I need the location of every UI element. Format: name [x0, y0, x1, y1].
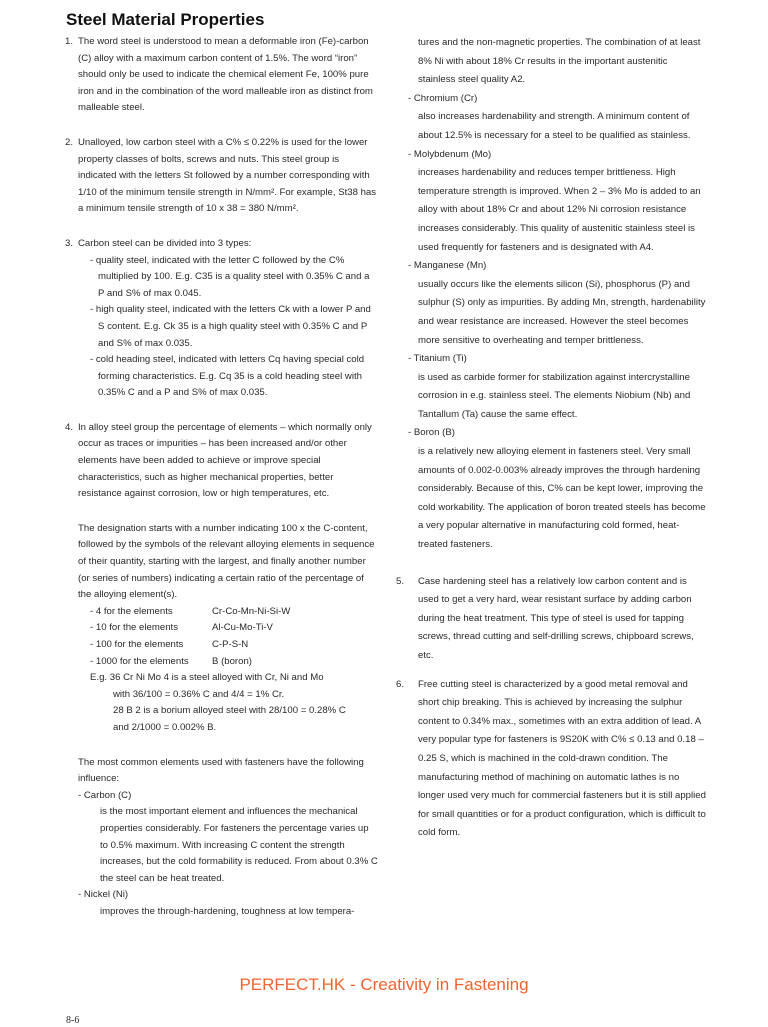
- example-line: and 2/1000 = 0.002% B.: [113, 721, 217, 733]
- element-heading: - Manganese (Mn): [408, 260, 487, 272]
- example-line: with 36/100 = 0.36% C and 4/4 = 1% Cr.: [113, 688, 285, 700]
- element-heading: - Chromium (Cr): [408, 92, 478, 104]
- common-elements-intro: The most common elements used with fasteners have the following influence:: [78, 756, 364, 785]
- element-text: is a relatively new alloying element in fasteners steel. Very small amounts of 0.002-0.003% already improves the through hardening considerably. Because of this, C% can be kept lower, improving the cold workability. The application of boron treated steels has become a very popular alternative in manufacturing cold formed, heat-treated fasteners.: [418, 446, 706, 551]
- item-number: 4.: [65, 421, 74, 433]
- list-item-6: [396, 676, 706, 843]
- designation-text: The designation starts with a number indicating 100 x the C-content, followed by the symbols of the relevant alloying elements in sequence of their quantity, starting with the largest, and finally another number (or series of numbers) indicating a certain ratio of the percentage of the alloying element(s).: [78, 522, 375, 601]
- item-text: Case hardening steel has a relatively low carbon content and is used to get a very hard, wear resistant surface by adding carbon during the heat treatment. This type of steel is used for tapping screws, thread cutting and self-drilling screws, chipboard screws, etc.: [418, 575, 694, 661]
- element-text: is used as carbide former for stabilization against intercrystalline corrosion in e.g. stainless steel. The elements Niobium (Nb) and Tantallum (Ta) cause the same effect.: [418, 371, 691, 420]
- list-item-4: [65, 420, 378, 921]
- element-heading: - Boron (B): [408, 427, 455, 439]
- factor-row: - 10 for the elements Al-Cu-Mo-Ti-V: [90, 622, 273, 634]
- list-item-1: [65, 34, 378, 117]
- element-heading: - Molybdenum (Mo): [408, 148, 492, 160]
- list-item-3: [65, 236, 378, 402]
- element-text: increases hardenability and reduces temper brittleness. High temperature strength is improved. When 2 – 3% Mo is added to an alloy with about 18% Cr and about 12% Ni corrosion resistance increases considerably. This quality of austenitic stainless steel is used frequently for fasteners and is designated with A4.: [418, 167, 701, 253]
- right-column: [396, 34, 706, 843]
- item-number: 1.: [65, 36, 74, 47]
- item-text: In alloy steel group the percentage of elements – which normally only occur as traces or impurities – has been increased and/or other elements have been added to achieve or improve special characteristics, such as higher mechanical properties, better resistance against corrosion, low or high temperatures, etc.: [78, 421, 372, 500]
- page-title: Steel Material Properties: [66, 10, 265, 29]
- item-number: 6.: [396, 678, 405, 690]
- left-column: [65, 34, 378, 921]
- page-number: 8-6: [66, 1015, 80, 1026]
- item-number: 3.: [65, 237, 74, 249]
- item-number: 5.: [396, 575, 405, 587]
- element-text: usually occurs like the elements silicon (Si), phosphorus (P) and sulphur (S) only as impurities. By adding Mn, strength, hardenability and wear resistance are increased. However the steel becomes more sensitive to overheating and temper brittleness.: [418, 278, 706, 346]
- element-text: is the most important element and influences the mechanical properties considerably. For fasteners the percentage varies up to 0.5% maximum. With increasing C content the strength increases, but the cold formability is reduced. From about 0.3% C the steel can be heat treated.: [100, 806, 378, 884]
- element-text: also increases hardenability and strength. A minimum content of about 12.5% is necessary for a steel to be qualified as stainless.: [418, 111, 691, 141]
- element-text: improves the through-hardening, toughness at low tempera-: [100, 905, 355, 917]
- footer-brand[interactable]: PERFECT.HK - Creativity in Fastening: [239, 975, 529, 994]
- list-item-2: [65, 135, 378, 218]
- carbon-steel-type: - high quality steel, indicated with the letters Ck with a lower P and S content. E.g. Ck 35 is a high quality steel with 0.35% C and P and S% of max 0.035.: [90, 304, 371, 349]
- item-number: 2.: [65, 136, 74, 148]
- element-heading: - Titanium (Ti): [408, 353, 467, 365]
- list-item-5: [396, 573, 706, 666]
- example-line: E.g. 36 Cr Ni Mo 4 is a steel alloyed with Cr, Ni and Mo: [90, 672, 324, 684]
- carbon-steel-type: - quality steel, indicated with the letter C followed by the C% multiplied by 100. E.g. C35 is a quality steel with 0.35% C and a P and S% of max 0.045.: [90, 254, 370, 299]
- carbon-steel-type: - cold heading steel, indicated with letters Cq having special cold forming characteristics. E.g. Cq 35 is a cold heading steel with 0.35% C and a P and S% of max 0.035.: [90, 354, 365, 399]
- item-text: Free cutting steel is characterized by a good metal removal and short chip breaking. This is achieved by increasing the sulphur content to 0.34% max., sometimes with an extra addition of lead. A very popular type for fasteners is 9S20K with C% ≤ 0.13 and 0.18 – 0.25 S, which is machined in the cold-drawn condition. The manufacturing method of machining on automatic lathes is no longer used very much for commercial fasteners but it is still applied for small quantities or for a product configuration, which is difficult to cold form.: [418, 678, 706, 839]
- item-text: Carbon steel can be divided into 3 types:: [78, 237, 252, 249]
- factor-row: - 4 for the elements Cr-Co-Mn-Ni-Si-W: [90, 605, 291, 617]
- element-heading: - Carbon (C): [78, 789, 132, 801]
- factor-row: - 100 for the elements C-P-S-N: [90, 639, 249, 650]
- item-text: The word steel is understood to mean a deformable iron (Fe)-carbon (C) alloy with a maximum carbon content of 1.5%. The word “iron” should only be used to indicate the chemical element Fe, 100% pure iron and in the combination of the word malleable iron as distinct from malleable steel.: [78, 36, 373, 114]
- item-text: Unalloyed, low carbon steel with a C% ≤ 0.22% is used for the lower property classes of bolts, screws and nuts. This steel group is indicated with the letters St followed by a number corresponding with 1/10 of the minimum tensile strength in N/mm². For example, St38 has a minimum tensile strength of 10 x 38 = 380 N/mm².: [78, 136, 377, 215]
- factor-row: - 1000 for the elements B (boron): [90, 655, 252, 667]
- example-line: 28 B 2 is a borium alloyed steel with 28/100 = 0.28% C: [113, 705, 346, 717]
- element-text: tures and the non-magnetic properties. The combination of at least 8% Ni with about 18% Cr results in the important austenitic stainless steel quality A2.: [418, 37, 701, 86]
- element-heading: - Nickel (Ni): [78, 889, 129, 901]
